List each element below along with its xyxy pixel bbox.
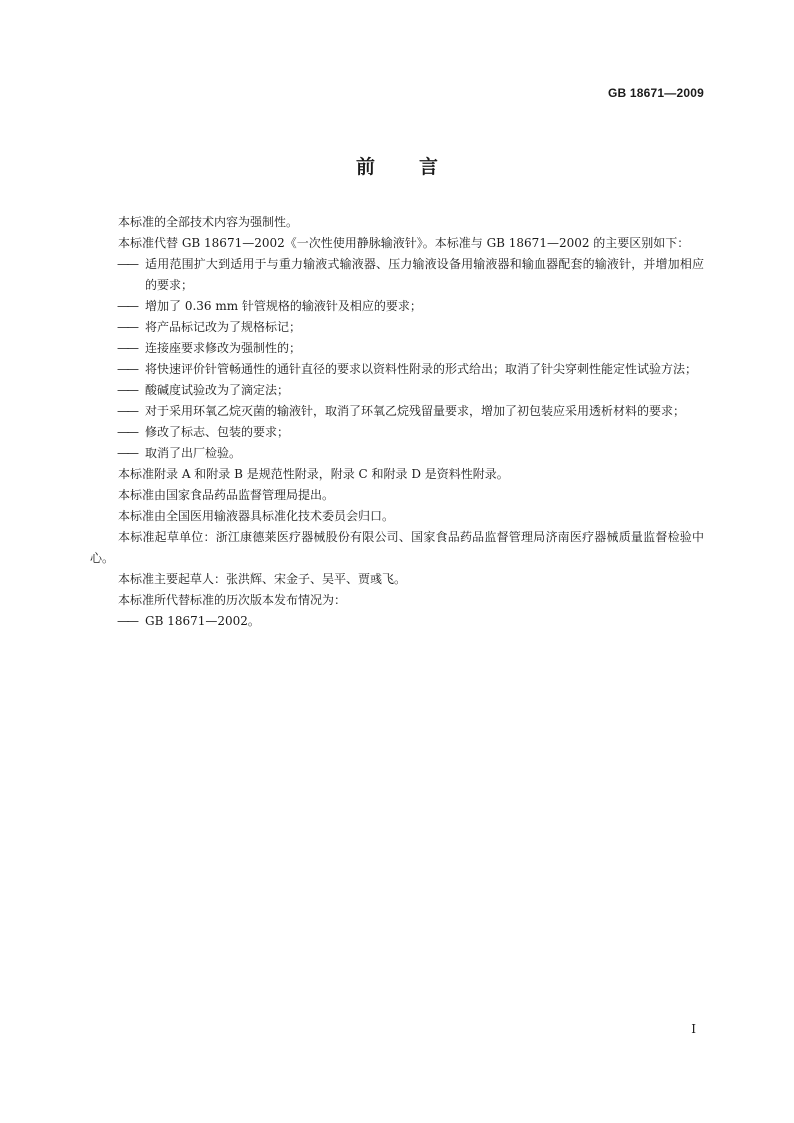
paragraph-proposed-by: 本标准由国家食品药品监督管理局提出。 bbox=[118, 488, 335, 502]
list-item-text: 将产品标记改为了规格标记； bbox=[145, 320, 302, 334]
dash-mark: —— bbox=[117, 341, 137, 355]
list-item-text: 取消了出厂检验。 bbox=[145, 446, 242, 460]
paragraph-centralized-by: 本标准由全国医用输液器具标准化技术委员会归口。 bbox=[118, 509, 395, 523]
dash-mark: —— bbox=[117, 614, 137, 628]
list-item-text: 适用范围扩大到适用于与重力输液式输液器、压力输液设备用输液器和输血器配套的输液针，并增加相应的要求； bbox=[145, 257, 704, 292]
list-item bbox=[90, 611, 704, 632]
dash-mark: —— bbox=[117, 383, 137, 397]
paragraph-annexes: 本标准附录 A 和附录 B 是规范性附录，附录 C 和附录 D 是资料性附录。 bbox=[118, 467, 509, 481]
dash-mark: —— bbox=[117, 299, 137, 313]
list-item-text: 对于采用环氧乙烷灭菌的输液针，取消了环氧乙烷残留量要求，增加了初包装应采用透析材料的要求； bbox=[145, 404, 686, 418]
paragraph-history-intro: 本标准所代替标准的历次版本发布情况为： bbox=[118, 593, 347, 607]
list-item bbox=[90, 401, 704, 422]
dash-mark: —— bbox=[117, 257, 137, 271]
list-item bbox=[90, 359, 704, 380]
list-item bbox=[90, 296, 704, 317]
list-item-text: 酸碱度试验改为了滴定法； bbox=[145, 383, 290, 397]
title-char-2: 言 bbox=[419, 156, 439, 178]
list-item-text: GB 18671—2002。 bbox=[145, 614, 260, 628]
list-item-text: 增加了 0.36 mm 针管规格的输液针及相应的要求； bbox=[145, 299, 422, 313]
list-item bbox=[90, 254, 704, 296]
list-item-text: 修改了标志、包装的要求； bbox=[145, 425, 290, 439]
dash-mark: —— bbox=[117, 425, 137, 439]
dash-mark: —— bbox=[117, 362, 137, 376]
page-title bbox=[0, 152, 794, 179]
title-char-1: 前 bbox=[355, 156, 375, 178]
list-item bbox=[90, 317, 704, 338]
list-item-text: 将快速评价针管畅通性的通针直径的要求以资料性附录的形式给出；取消了针尖穿刺性能定性试验方法； bbox=[145, 362, 698, 376]
dash-mark: —— bbox=[117, 320, 137, 334]
paragraph-drafters: 本标准主要起草人：张洪辉、宋金子、吴平、贾彧飞。 bbox=[118, 572, 407, 586]
paragraph-scope: 本标准的全部技术内容为强制性。 bbox=[118, 215, 299, 229]
paragraph-drafting-units: 本标准起草单位：浙江康德莱医疗器械股份有限公司、国家食品药品监督管理局济南医疗器械质量监督检验中心。 bbox=[90, 530, 704, 565]
list-item bbox=[90, 422, 704, 443]
foreword-body bbox=[90, 212, 704, 632]
paragraph-replaces: 本标准代替 GB 18671—2002《一次性使用静脉输液针》。本标准与 GB 18671—2002 的主要区别如下： bbox=[118, 236, 690, 250]
list-item bbox=[90, 380, 704, 401]
list-item bbox=[90, 443, 704, 464]
page-number: I bbox=[691, 1022, 696, 1036]
standard-code: GB 18671—2009 bbox=[608, 86, 704, 100]
list-item bbox=[90, 338, 704, 359]
dash-mark: —— bbox=[117, 446, 137, 460]
list-item-text: 连接座要求修改为强制性的； bbox=[145, 341, 302, 355]
dash-mark: —— bbox=[117, 404, 137, 418]
